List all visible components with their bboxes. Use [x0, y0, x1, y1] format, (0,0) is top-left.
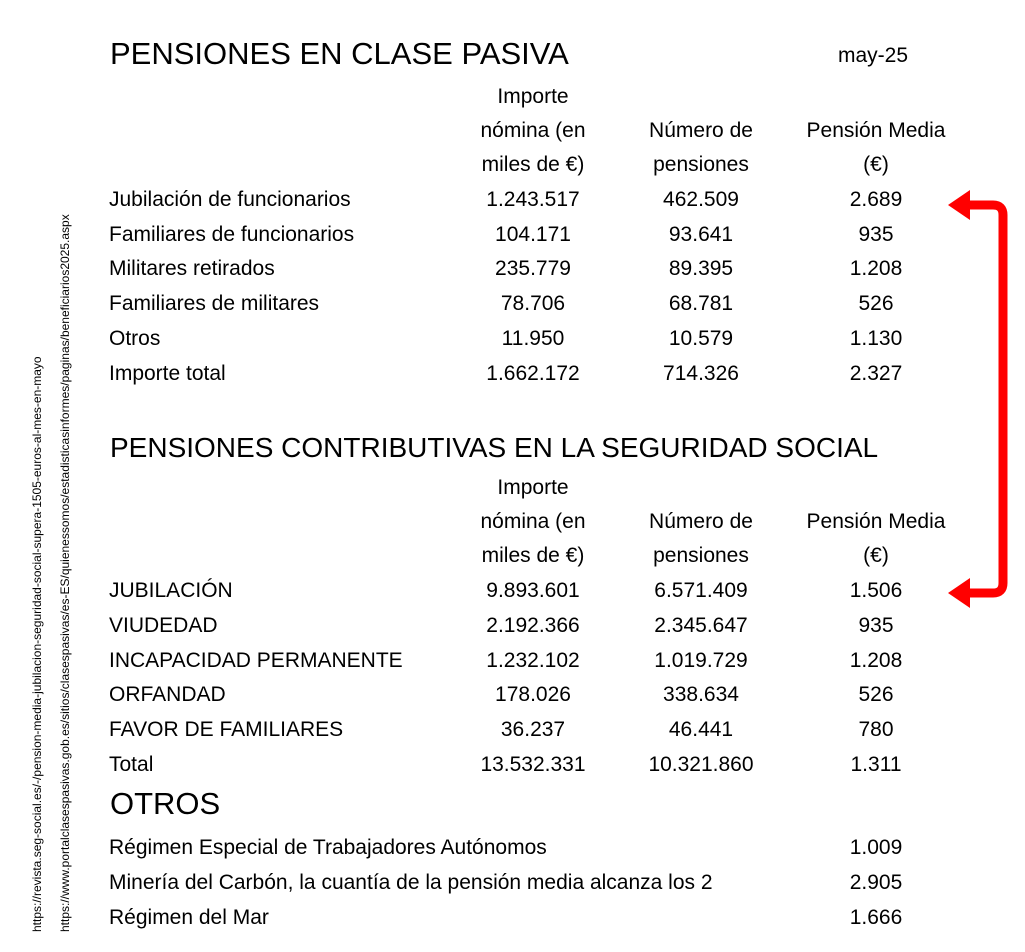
row-importe: 78.706	[500, 292, 566, 315]
row-importe: 178.026	[495, 683, 571, 706]
row-numero: 714.326	[663, 362, 739, 385]
row-importe: 2.192.366	[486, 614, 580, 637]
row-importe: 9.893.601	[486, 579, 580, 602]
row-media: 1.666	[849, 906, 903, 929]
row-numero: 1.019.729	[654, 649, 748, 672]
row-importe: 104.171	[495, 223, 571, 246]
source-url-clases-pasivas: https://www.portalclasespasivas.gob.es/sitios/clasespasivas/es-ES/quienessomos/estadisticasinformes/paginas/beneficiarios2025.aspx	[58, 214, 72, 932]
row-numero: 89.395	[668, 257, 734, 280]
row-label: INCAPACIDAD PERMANENTE	[109, 649, 403, 672]
row-label: Militares retirados	[109, 257, 275, 280]
section-title-otros: OTROS	[110, 786, 221, 821]
row-media: 1.311	[850, 753, 902, 776]
row-numero: 462.509	[663, 188, 739, 211]
source-url-revista: https://revista.seg-social.es/-/pension-media-jubilacion-seguridad-social-supera-1505-euros-al-mes-en-mayo	[30, 356, 44, 932]
row-numero: 93.641	[668, 223, 734, 246]
header-importe: Importe nómina (en miles de €)	[480, 85, 586, 176]
report-date: may-25	[838, 44, 909, 67]
row-label: Jubilación de funcionarios	[109, 188, 351, 211]
row-media: 2.689	[849, 188, 903, 211]
row-label: JUBILACIÓN	[109, 579, 233, 602]
row-media: 935	[858, 614, 894, 637]
bracket-arrowhead-top	[948, 190, 970, 220]
row-label: Régimen del Mar	[109, 906, 269, 929]
row-numero: 68.781	[668, 292, 734, 315]
header-media: Pensión Media (€)	[806, 510, 946, 567]
row-numero: 46.441	[668, 718, 734, 741]
row-importe: 11.950	[501, 327, 565, 350]
header-importe: Importe nómina (en miles de €)	[480, 476, 586, 567]
row-label: Familiares de funcionarios	[109, 223, 355, 246]
bracket-arrow-line	[968, 205, 1003, 593]
row-media: 2.327	[849, 362, 903, 385]
section-title-seguridad-social: PENSIONES CONTRIBUTIVAS EN LA SEGURIDAD SOCIAL	[110, 432, 879, 463]
row-media: 526	[858, 683, 894, 706]
row-media: 935	[858, 223, 894, 246]
section-title-clase-pasiva: PENSIONES EN CLASE PASIVA	[110, 36, 569, 71]
row-media: 1.130	[849, 327, 903, 350]
row-numero: 10.579	[668, 327, 734, 350]
header-numero: Número de pensiones	[649, 510, 753, 567]
row-label: Otros	[109, 327, 161, 350]
row-label: Importe total	[109, 362, 226, 385]
row-importe: 36.237	[500, 718, 566, 741]
row-label: Familiares de militares	[109, 292, 320, 315]
header-media: Pensión Media (€)	[806, 119, 946, 176]
row-importe: 13.532.331	[480, 753, 586, 776]
row-label: Total	[109, 753, 154, 776]
row-label: FAVOR DE FAMILIARES	[109, 718, 344, 741]
row-media: 2.905	[849, 871, 903, 894]
row-media: 526	[858, 292, 894, 315]
row-label: VIUDEDAD	[109, 614, 218, 637]
row-media: 1.208	[849, 649, 903, 672]
row-media: 1.009	[849, 836, 903, 859]
row-label: Régimen Especial de Trabajadores Autónomos	[109, 836, 547, 859]
row-label: ORFANDAD	[109, 683, 226, 706]
row-importe: 235.779	[495, 257, 571, 280]
row-importe: 1.232.102	[486, 649, 580, 672]
bracket-arrowhead-bottom	[948, 578, 970, 608]
row-label: Minería del Carbón, la cuantía de la pensión media alcanza los 2	[109, 871, 713, 894]
row-numero: 10.321.860	[648, 753, 754, 776]
row-media: 1.506	[849, 579, 903, 602]
row-numero: 6.571.409	[654, 579, 748, 602]
row-numero: 338.634	[663, 683, 739, 706]
row-importe: 1.243.517	[486, 188, 580, 211]
row-media: 1.208	[849, 257, 903, 280]
header-numero: Número de pensiones	[649, 119, 753, 176]
row-importe: 1.662.172	[486, 362, 580, 385]
row-media: 780	[858, 718, 894, 741]
row-numero: 2.345.647	[654, 614, 748, 637]
